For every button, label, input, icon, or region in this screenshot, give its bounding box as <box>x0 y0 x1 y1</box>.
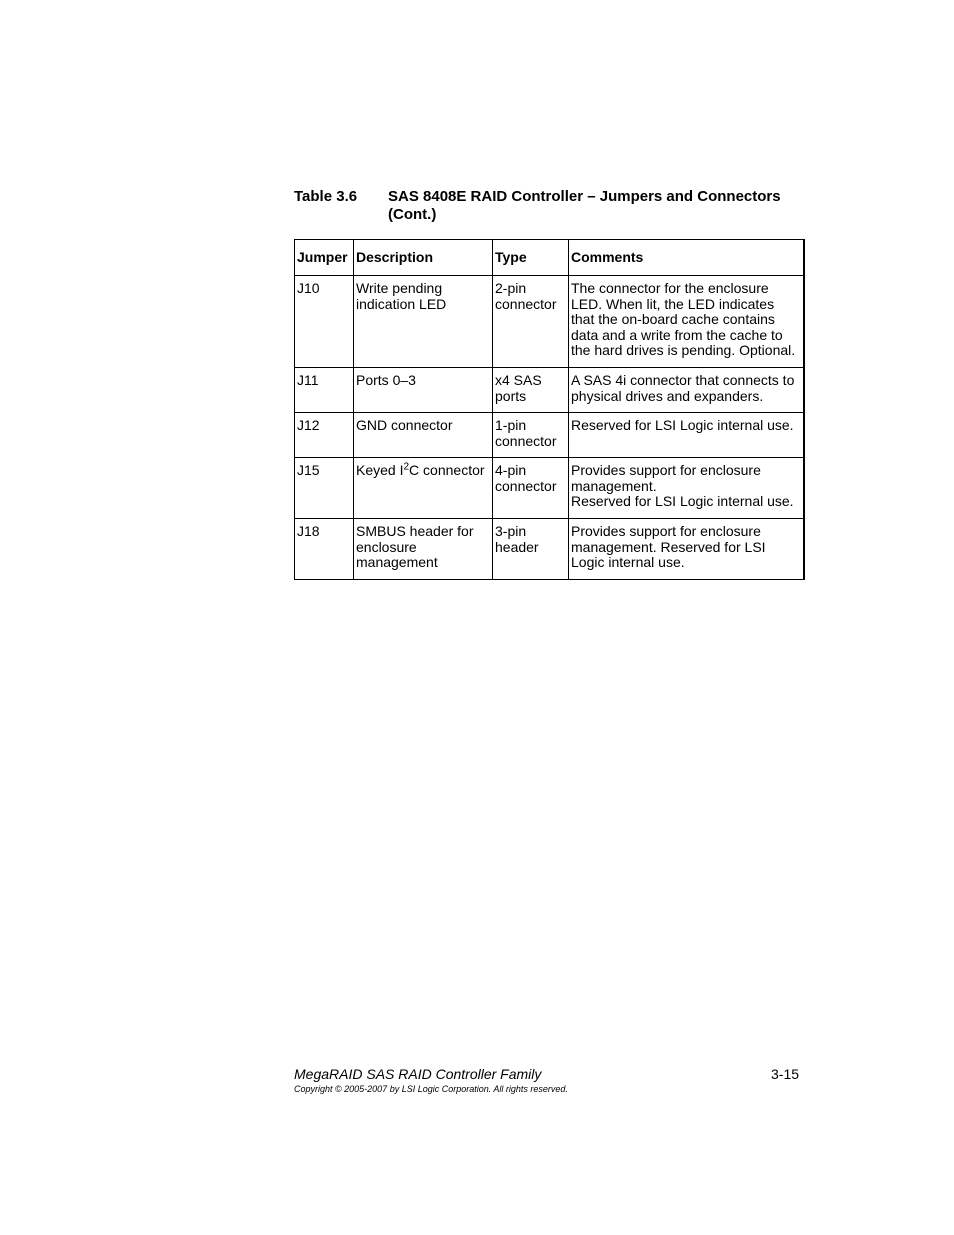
cell-comments <box>569 276 804 368</box>
cell-description <box>354 458 493 519</box>
table-header-row <box>295 240 804 276</box>
cell-description: Write pending indication LED <box>354 276 493 368</box>
footer-title: MegaRAID SAS RAID Controller Family <box>294 1066 542 1082</box>
cell-type: 1-pin connector <box>493 413 569 458</box>
page-number: 3-15 <box>771 1066 800 1082</box>
comment-line: Provides support for enclosure management. Reserved for LSI Logic internal use. <box>571 523 766 571</box>
table-row <box>295 519 804 580</box>
cell-comments <box>569 519 804 580</box>
cell-description: Ports 0–3 <box>354 368 493 413</box>
superscript: 2 <box>403 461 410 473</box>
header-description: Description <box>354 240 493 276</box>
cell-jumper: J12 <box>295 413 354 458</box>
description-text: Keyed I <box>356 462 404 478</box>
cell-comments <box>569 368 804 413</box>
comment-line: Provides support for enclosure management. <box>571 462 761 494</box>
cell-type: 4-pin connector <box>493 458 569 519</box>
table-row <box>295 413 804 458</box>
cell-jumper: J15 <box>295 458 354 519</box>
cell-description: GND connector <box>354 413 493 458</box>
header-jumper: Jumper <box>295 240 354 276</box>
cell-jumper: J11 <box>295 368 354 413</box>
table-title: SAS 8408E RAID Controller – Jumpers and Connectors (Cont.) <box>388 188 781 223</box>
cell-jumper: J18 <box>295 519 354 580</box>
cell-comments <box>569 413 804 458</box>
table-row <box>295 368 804 413</box>
description-text: C connector <box>409 462 485 478</box>
header-comments: Comments <box>569 240 804 276</box>
cell-type: 3-pin header <box>493 519 569 580</box>
table-row <box>295 276 804 368</box>
cell-type: x4 SAS ports <box>493 368 569 413</box>
copyright-notice: Copyright © 2005-2007 by LSI Logic Corporation. All rights reserved. <box>294 1084 568 1094</box>
comment-line: A SAS 4i connector that connects to physical drives and expanders. <box>571 372 795 404</box>
comment-line: Reserved for LSI Logic internal use. <box>571 493 794 510</box>
table-row <box>295 458 804 519</box>
comment-line: The connector for the enclosure LED. When lit, the LED indicates that the on-board cache contains data and a write from the cache to the hard drives is pending. Optional. <box>571 280 796 359</box>
cell-comments <box>569 458 804 519</box>
header-type: Type <box>493 240 569 276</box>
jumpers-table <box>294 239 805 580</box>
table-number: Table 3.6 <box>294 188 358 205</box>
cell-type: 2-pin connector <box>493 276 569 368</box>
cell-jumper: J10 <box>295 276 354 368</box>
comment-line: Reserved for LSI Logic internal use. <box>571 417 794 433</box>
cell-description: SMBUS header for enclosure management <box>354 519 493 580</box>
